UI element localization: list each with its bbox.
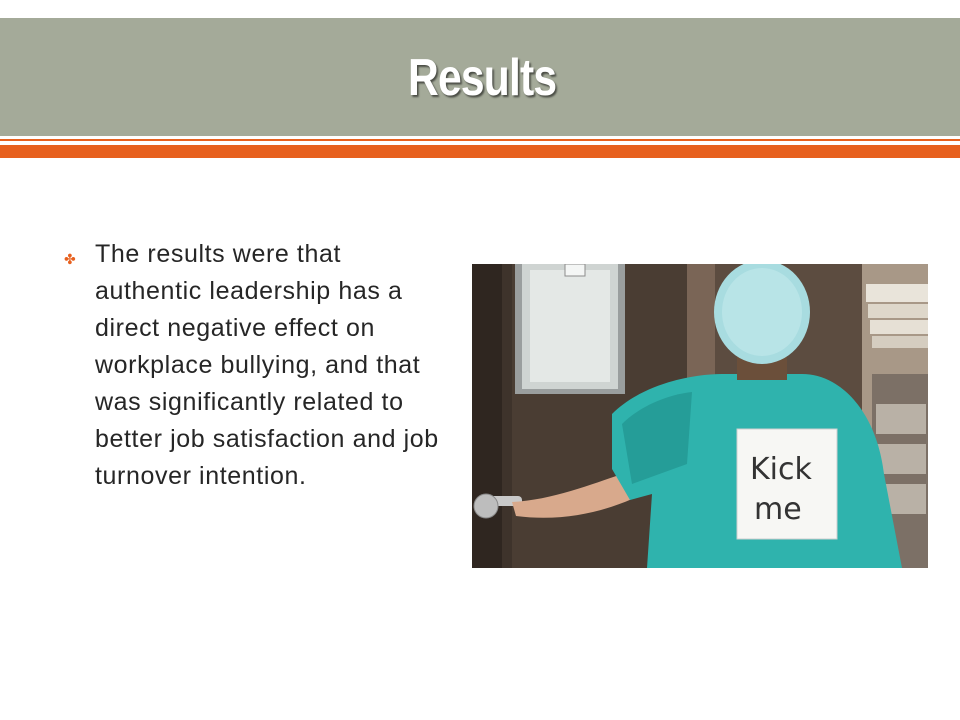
ornament-bullet-icon: ✤ [64,252,76,268]
sign-text-me: me [754,492,802,527]
nurse-photo-graphic [472,264,928,568]
bullet-text: The results were that authentic leadership has a direct negative effect on workplace bullying, and that was significantly related to better job satisfaction and job turnover intention. [95,240,439,490]
sign-text-kick: Kick [750,452,812,487]
slide-title: Results [408,49,557,107]
nurse-photo [472,264,928,568]
accent-rule-thin [0,139,960,141]
accent-rule-thick [0,145,960,158]
